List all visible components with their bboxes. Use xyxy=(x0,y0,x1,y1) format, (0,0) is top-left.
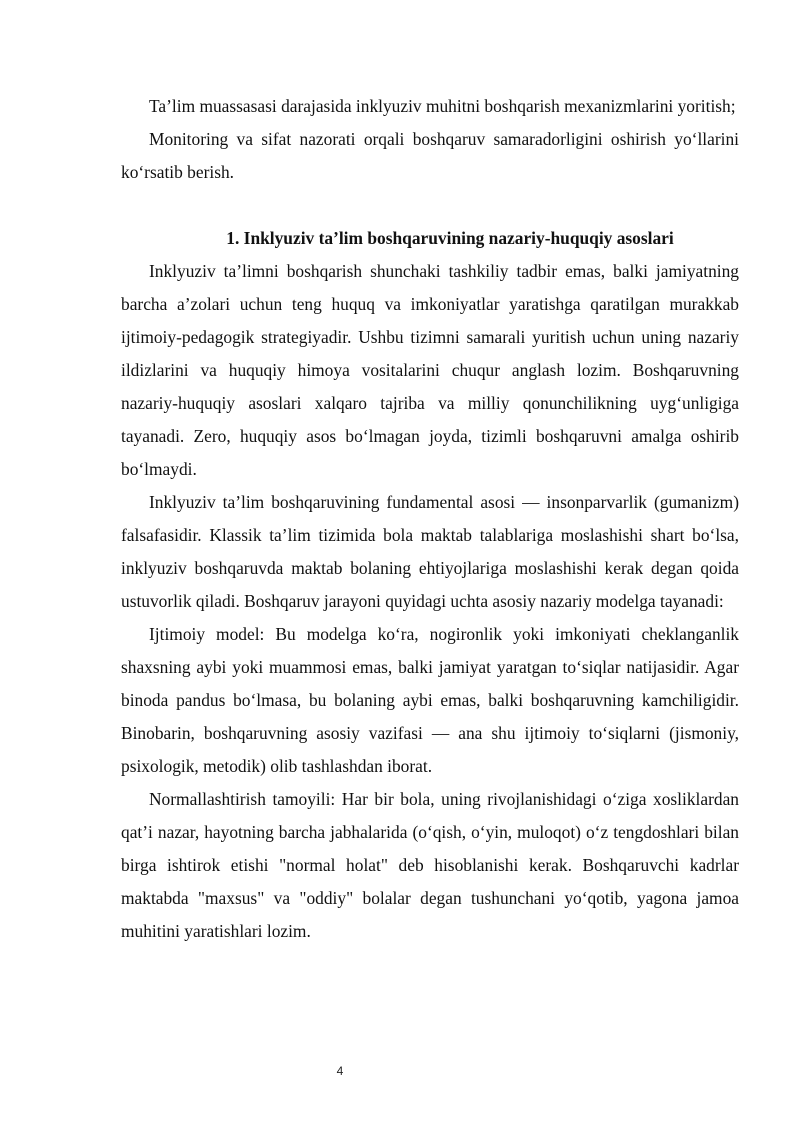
paragraph: Normallashtirish tamoyili: Har bir bola, uning rivojlanishidagi o‘ziga xosliklardan qat’i nazar, hayotning barcha jabhalarida (o‘qish, o‘yin, muloqot) o‘z tengdoshlari bilan birga ishtirok etishi "normal holat" deb hisoblanishi kerak. Boshqaruvchi kadrlar maktabda "maxsus" va "oddiy" bolalar degan tushunchani yo‘qotib, yagona jamoa muhitini yaratishlari lozim. xyxy=(121,789,739,941)
paragraph: Monitoring va sifat nazorati orqali boshqaruv samaradorligini oshirish yo‘llarini ko‘rsatib berish. xyxy=(121,129,739,182)
paragraph: Inklyuziv ta’limni boshqarish shunchaki tashkiliy tadbir emas, balki jamiyatning barcha a’zolari uchun teng huquq va imkoniyatlar yaratishga qaratilgan murakkab ijtimoiy-pedagogik strategiyadir. Ushbu tizimni samarali yuritish uchun uning nazariy ildizlarini va huquqiy himoya vositalarini chuqur anglash lozim. Boshqaruvning nazariy-huquqiy asoslari xalqaro tajriba va milliy qonunchilikning uyg‘unligiga tayanadi. Zero, huquqiy asos bo‘lmagan joyda, tizimli boshqaruvni amalga oshirib bo‘lmaydi. xyxy=(121,261,739,479)
paragraph: Ta’lim muassasasi darajasida inklyuziv muhitni boshqarish mexanizmlarini yoritish; xyxy=(149,96,736,116)
paragraph: Ijtimoiy model: Bu modelga ko‘ra, nogironlik yoki imkoniyati cheklanganlik shaxsning aybi yoki muammosi emas, balki jamiyat yaratgan to‘siqlar natijasidir. Agar binoda pandus bo‘lmasa, bu bolaning aybi emas, balki boshqaruvning kamchiligidir. Binobarin, boshqaruvning asosiy vazifasi — ana shu ijtimoiy to‘siqlarni (jismoniy, psixologik, metodik) olib tashlashdan iborat. xyxy=(121,624,739,776)
document-body xyxy=(121,90,739,948)
paragraph: Inklyuziv ta’lim boshqaruvining fundamental asosi — insonparvarlik (gumanizm) falsafasidir. Klassik ta’lim tizimida bola maktab talablariga moslashishi shart bo‘lsa, inklyuziv boshqaruvda maktab bolaning ehtiyojlariga moslashishi kerak degan qoida ustuvorlik qiladi. Boshqaruv jarayoni quyidagi uchta asosiy nazariy modelga tayanadi: xyxy=(121,492,739,611)
section-heading: 1. Inklyuziv ta’lim boshqaruvining nazariy-huquqiy asoslari xyxy=(226,228,674,248)
page-number: 4 xyxy=(336,1064,344,1078)
